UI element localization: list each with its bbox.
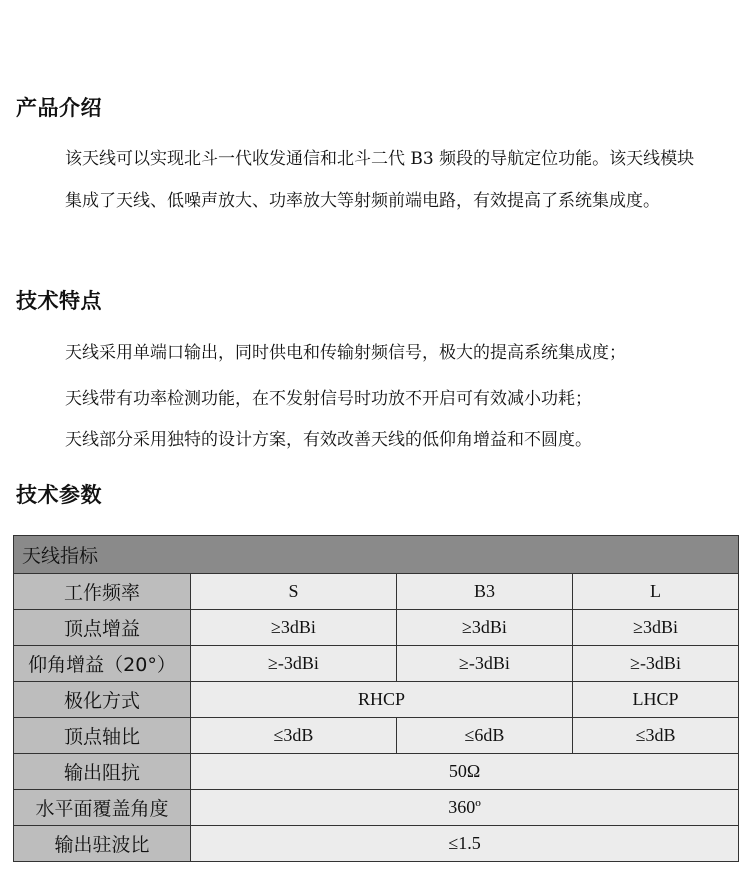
table-row [14, 718, 739, 754]
section-title-features: 技术特点 [16, 289, 102, 313]
cell-value: ≥-3dBi [573, 646, 739, 682]
table-row [14, 682, 739, 718]
cell-value: ≥3dBi [397, 610, 573, 646]
section-title-params: 技术参数 [16, 483, 102, 507]
cell-value: LHCP [573, 682, 739, 718]
table-row [14, 610, 739, 646]
cell-value: S [191, 574, 397, 610]
row-label: 输出阻抗 [14, 754, 191, 790]
cell-value: ≥-3dBi [191, 646, 397, 682]
feature-item: 天线采用单端口输出，同时供电和传输射频信号，极大的提高系统集成度； [65, 343, 626, 363]
intro-paragraph: 该天线可以实现北斗一代收发通信和北斗二代 B3 频段的导航定位功能。该天线模块集成了天线、低噪声放大、功率放大等射频前端电路，有效提高了系统集成度。 [65, 149, 695, 211]
table-header: 天线指标 [14, 536, 739, 574]
cell-value: L [573, 574, 739, 610]
cell-value: 360º [191, 790, 739, 826]
table-row [14, 790, 739, 826]
cell-value: ≤6dB [397, 718, 573, 754]
row-label: 输出驻波比 [14, 826, 191, 862]
table-row [14, 574, 739, 610]
table-row [14, 754, 739, 790]
feature-item: 天线带有功率检测功能，在不发射信号时功放不开启可有效减小功耗； [65, 389, 592, 409]
cell-value: ≥-3dBi [397, 646, 573, 682]
cell-value: ≤1.5 [191, 826, 739, 862]
feature-item: 天线部分采用独特的设计方案，有效改善天线的低仰角增益和不圆度。 [65, 430, 592, 450]
spec-table [13, 535, 739, 862]
row-label: 工作频率 [14, 574, 191, 610]
row-label: 极化方式 [14, 682, 191, 718]
cell-value: B3 [397, 574, 573, 610]
table-row [14, 646, 739, 682]
cell-value: ≥3dBi [573, 610, 739, 646]
cell-value: RHCP [191, 682, 573, 718]
cell-value: ≤3dB [191, 718, 397, 754]
row-label: 仰角增益（20°） [14, 646, 191, 682]
cell-value: ≥3dBi [191, 610, 397, 646]
row-label: 水平面覆盖角度 [14, 790, 191, 826]
row-label: 顶点增益 [14, 610, 191, 646]
table-row [14, 826, 739, 862]
cell-value: 50Ω [191, 754, 739, 790]
cell-value: ≤3dB [573, 718, 739, 754]
section-title-intro: 产品介绍 [16, 96, 102, 120]
table-header-row [14, 536, 739, 574]
row-label: 顶点轴比 [14, 718, 191, 754]
